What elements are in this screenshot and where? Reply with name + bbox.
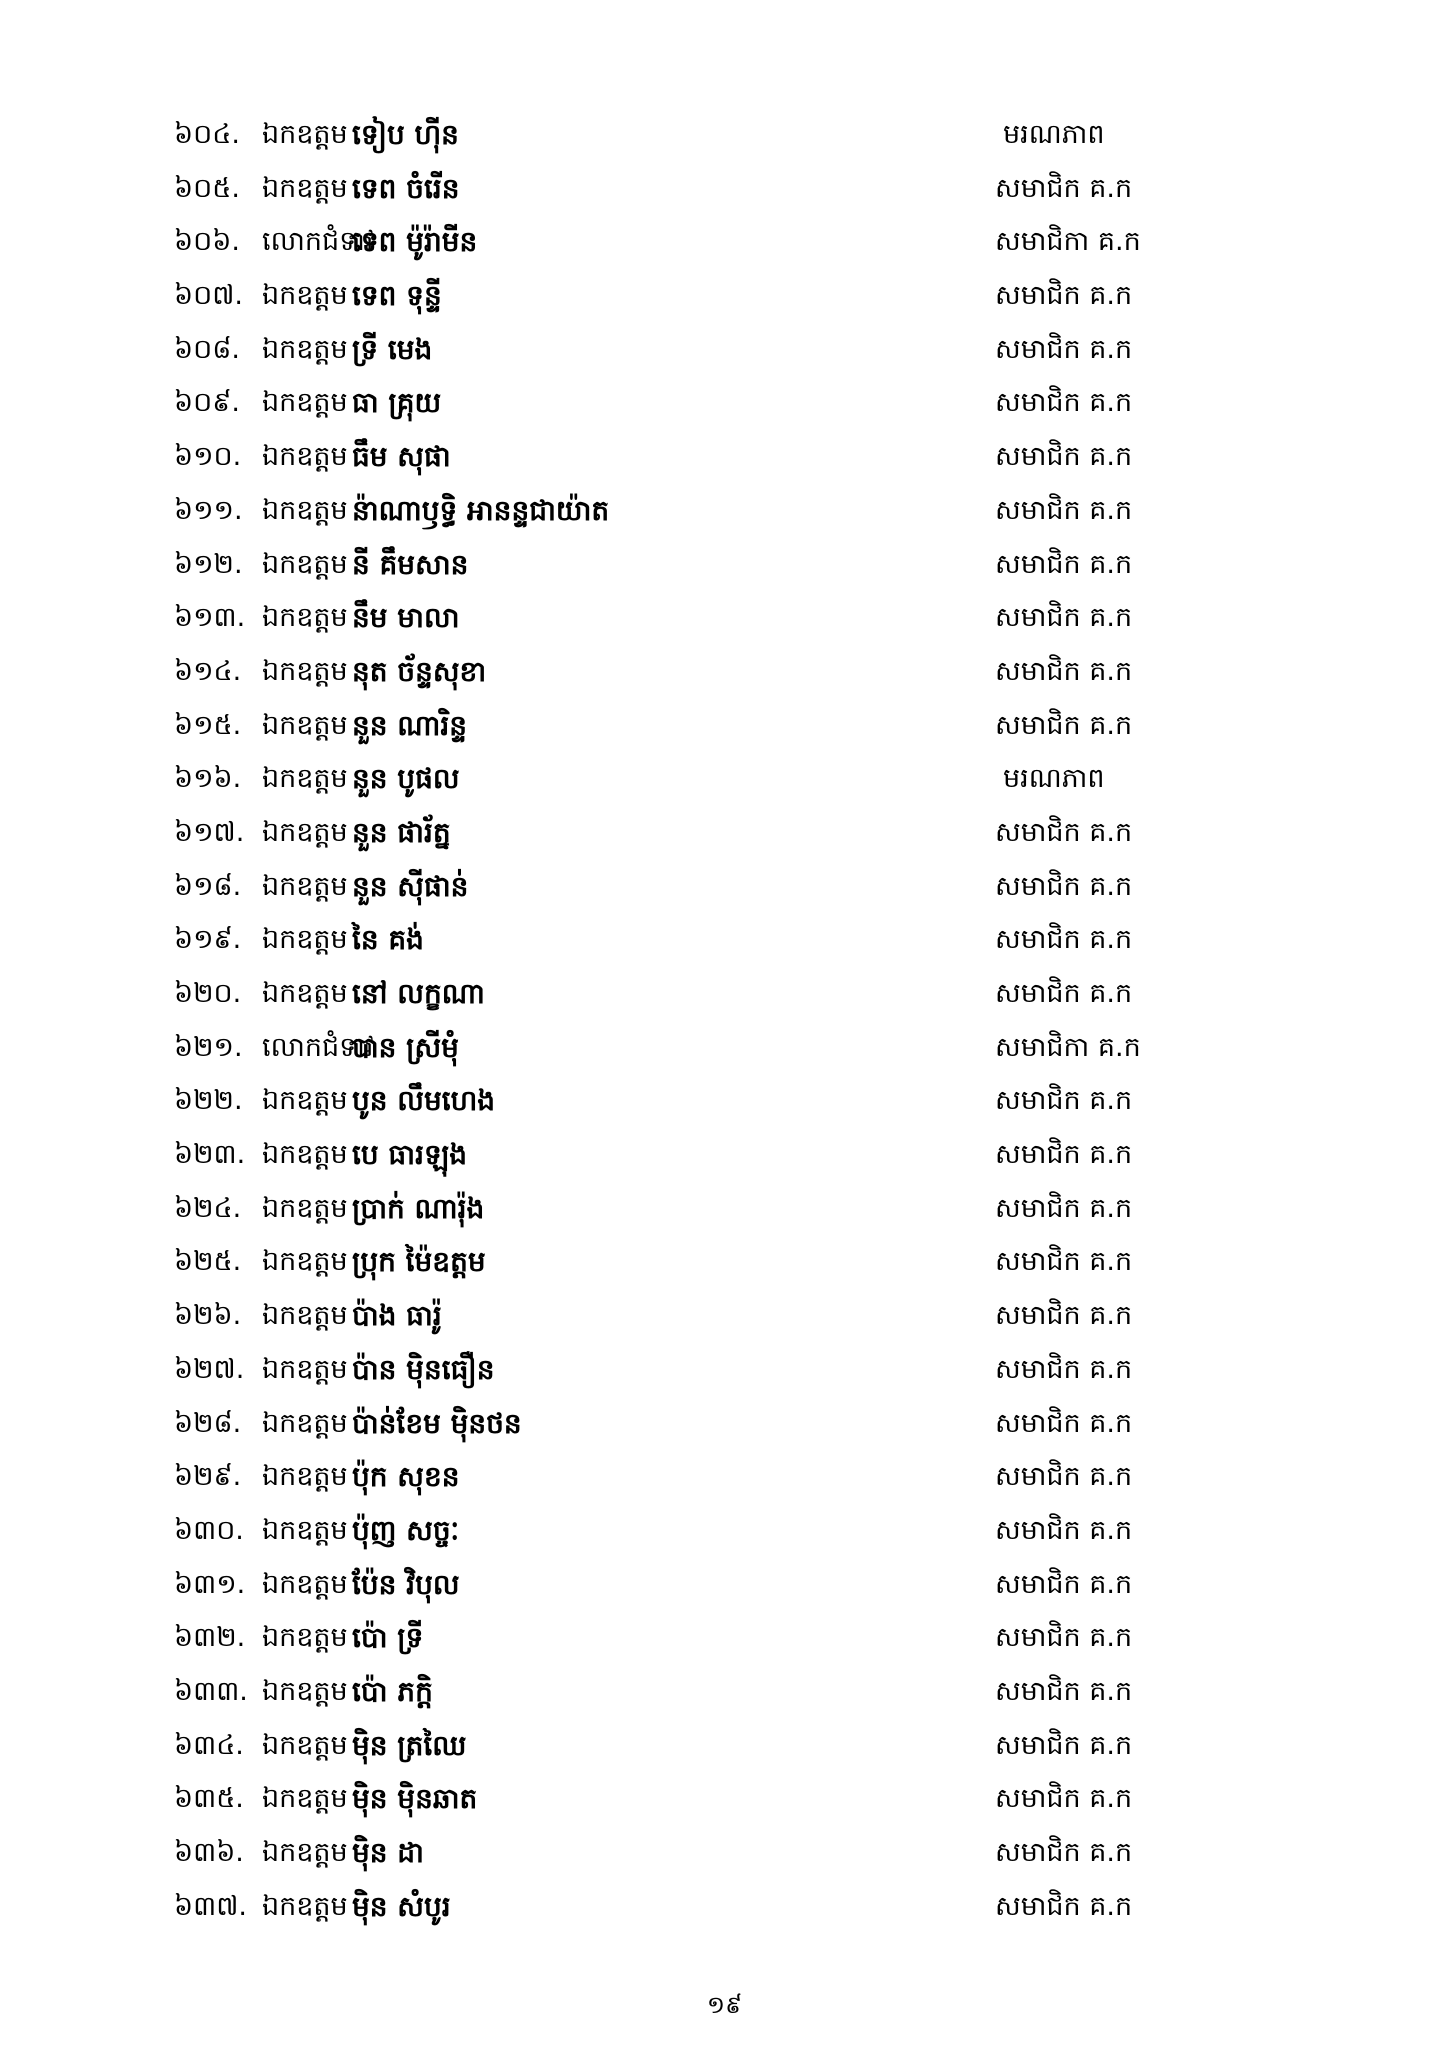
entry-status: មរណភាព <box>1003 119 1105 150</box>
entry-title: ឯកឧត្តម <box>262 119 348 150</box>
list-item <box>0 752 1449 806</box>
entry-number: ៦៣៧. <box>174 1890 247 1922</box>
entry-name: ម៉ិន ត្រឈៃ <box>352 1728 467 1762</box>
list-item <box>0 860 1449 914</box>
entry-status: សមាជិក គ.ក <box>995 1622 1133 1654</box>
entry-status: សមាជិក គ.ក <box>995 1837 1133 1868</box>
entry-number: ៦២២. <box>174 1085 243 1117</box>
list-item <box>0 1182 1449 1236</box>
entry-name: ទេព ទុន្ទី <box>352 279 442 313</box>
entry-title: ឯកឧត្តម <box>262 1407 348 1439</box>
list-item <box>0 1826 1449 1880</box>
entry-status: សមាជិក គ.ក <box>995 441 1133 473</box>
entry-number: ៦២៨. <box>174 1407 242 1439</box>
list-item <box>0 913 1449 967</box>
list-item <box>0 323 1449 377</box>
entry-number: ៦២៩. <box>174 1461 242 1493</box>
entry-name: ប៉ោ ទ្រី <box>352 1621 424 1655</box>
list-item <box>0 967 1449 1021</box>
entry-status: សមាជិក គ.ក <box>995 280 1133 312</box>
entry-title: ឯកឧត្តម <box>262 1890 348 1922</box>
entry-title: ឯកឧត្តម <box>262 494 348 526</box>
list-item <box>0 538 1449 592</box>
list-item <box>0 1128 1449 1182</box>
entry-name: ប៉ែន វិបុល <box>352 1567 460 1601</box>
entry-number: ៦០៦. <box>174 226 240 258</box>
entry-status: សមាជិក គ.ក <box>995 924 1133 956</box>
entry-number: ៦០៨. <box>174 333 240 365</box>
entry-name: នៃ គង់ <box>352 923 424 957</box>
entry-status: សមាជិក គ.ក <box>995 172 1133 204</box>
entry-number: ៦២៥. <box>174 1246 242 1278</box>
entry-name: ប្រាក់ ណារ៉ុង <box>352 1191 485 1225</box>
entry-title: ឯកឧត្តម <box>262 333 348 365</box>
list-item <box>0 1504 1449 1558</box>
entry-status: សមាជិក គ.ក <box>995 548 1133 580</box>
entry-title: ឯកឧត្តម <box>262 387 348 419</box>
entry-number: ៦០៥. <box>174 172 240 204</box>
entry-name: ម៉ិន សំបូរ <box>352 1889 451 1923</box>
entry-title: ឯកឧត្តម <box>262 924 348 956</box>
entry-status: សមាជិក គ.ក <box>995 387 1133 419</box>
entry-status: សមាជិកា គ.ក <box>995 226 1141 258</box>
entry-number: ៦១៨. <box>174 870 242 902</box>
list-item <box>0 1235 1449 1289</box>
entry-name: ទេព ម៉ូរ៉ាមីន <box>352 225 478 259</box>
entry-number: ៦១៧. <box>174 816 245 848</box>
entry-number: ៦៣៥. <box>174 1783 244 1815</box>
entry-status: សមាជិក គ.ក <box>995 1783 1133 1815</box>
entry-status: សមាជិក គ.ក <box>995 1407 1133 1439</box>
entry-title: ឯកឧត្តម <box>262 280 348 312</box>
entry-title: ឯកឧត្តម <box>262 1300 348 1332</box>
entry-name: ទៀប ហ៊ីន <box>352 118 459 151</box>
entry-title: ឯកឧត្តម <box>262 1514 348 1546</box>
list-item <box>0 1289 1449 1343</box>
list-item <box>0 1611 1449 1665</box>
entry-title: ឯកឧត្តម <box>262 1622 348 1654</box>
entry-status: សមាជិក គ.ក <box>995 1890 1133 1922</box>
entry-name: នួន ស៊ីផាន់ <box>352 869 469 903</box>
entry-number: ៦៣០. <box>174 1514 244 1546</box>
entry-title: លោកជំទាវ <box>262 1031 374 1063</box>
entry-number: ៦១៣. <box>174 602 246 634</box>
list-item <box>0 162 1449 216</box>
entry-title: ឯកឧត្តម <box>262 441 348 473</box>
entry-title: ឯកឧត្តម <box>262 1246 348 1278</box>
entry-status: សមាជិកា គ.ក <box>995 1031 1141 1063</box>
list-item <box>0 1074 1449 1128</box>
entry-title: ឯកឧត្តម <box>262 602 348 634</box>
entry-title: ឯកឧត្តម <box>262 1353 348 1385</box>
entry-name: នី គឹមសាន <box>352 547 469 581</box>
list-item <box>0 1880 1449 1934</box>
entry-status: សមាជិក គ.ក <box>995 1568 1133 1600</box>
entry-number: ៦៣១. <box>174 1568 246 1600</box>
entry-number: ៦២០. <box>174 978 242 1009</box>
entry-name: ទ្រី មេង <box>352 332 433 366</box>
entry-number: ៦១៦. <box>174 763 242 795</box>
entry-name: នួន ណារិន្ទ <box>352 708 468 742</box>
entry-status: សមាជិក គ.ក <box>995 1729 1133 1761</box>
list-item <box>0 376 1449 430</box>
list-item <box>0 1021 1449 1075</box>
entry-title: ឯកឧត្តម <box>262 1729 348 1761</box>
entry-name: បូន លឹមហេង <box>352 1084 496 1118</box>
list-item <box>0 1450 1449 1504</box>
list-item <box>0 1397 1449 1451</box>
entry-number: ៦០៧. <box>174 280 243 312</box>
entry-status: មរណភាព <box>1003 763 1105 795</box>
entry-name: ប៉ុញ សច្ចៈ <box>352 1513 460 1547</box>
entry-number: ៦១២. <box>174 548 243 580</box>
entry-name: នៅ លក្ខណា <box>352 977 485 1010</box>
page-number: ១៩ <box>706 1991 743 2019</box>
entry-number: ៦២៧. <box>174 1353 245 1385</box>
entry-status: សមាជិក គ.ក <box>995 870 1133 902</box>
list-item <box>0 430 1449 484</box>
entry-status: សមាជិក គ.ក <box>995 709 1133 741</box>
entry-name: ប៉ាង ធារ៉ូ <box>352 1299 442 1333</box>
list-item <box>0 591 1449 645</box>
entry-name: នុត ច័ន្ទសុខា <box>352 654 487 688</box>
list-item <box>0 215 1449 269</box>
entry-number: ៦១៤. <box>174 655 242 687</box>
list-item <box>0 1772 1449 1826</box>
entry-number: ៦៣៣. <box>174 1675 248 1707</box>
list-item <box>0 484 1449 538</box>
entry-number: ៦០៩. <box>174 387 240 419</box>
entry-title: ឯកឧត្តម <box>262 763 348 795</box>
list-item <box>0 645 1449 699</box>
entry-name: នួន ផារ័ត្ន <box>352 815 451 849</box>
list-item <box>0 1665 1449 1719</box>
entry-title: ឯកឧត្តម <box>262 1837 348 1868</box>
entry-number: ៦២៤. <box>174 1192 242 1224</box>
entry-name: ធឹម សុផា <box>352 440 451 474</box>
entry-status: សមាជិក គ.ក <box>995 1461 1133 1493</box>
list-item <box>0 1343 1449 1397</box>
entry-status: សមាជិក គ.ក <box>995 1085 1133 1117</box>
entry-number: ៦២៦. <box>174 1300 242 1332</box>
list-item <box>0 699 1449 753</box>
entry-status: សមាជិក គ.ក <box>995 1139 1133 1171</box>
entry-name: ទេព ចំរើន <box>352 171 460 205</box>
entry-title: លោកជំទាវ <box>262 226 374 258</box>
entry-title: ឯកឧត្តម <box>262 1192 348 1224</box>
list-item <box>0 1558 1449 1612</box>
entry-number: ៦១១. <box>174 494 243 526</box>
entry-title: ឯកឧត្តម <box>262 1568 348 1600</box>
entry-number: ៦២៣. <box>174 1139 246 1171</box>
entry-name: បេ ធារឡុង <box>352 1138 468 1172</box>
list-item <box>0 806 1449 860</box>
entry-title: ឯកឧត្តម <box>262 709 348 741</box>
entry-name: ប៉ុក សុខន <box>352 1460 460 1494</box>
entry-number: ៦១៥. <box>174 709 242 741</box>
entry-status: សមាជិក គ.ក <box>995 1246 1133 1278</box>
entry-status: សមាជិក គ.ក <box>995 494 1133 526</box>
entry-title: ឯកឧត្តម <box>262 1675 348 1707</box>
entry-status: សមាជិក គ.ក <box>995 333 1133 365</box>
entry-number: ៦០៤. <box>174 119 240 150</box>
entry-name: នឹម មាលា <box>352 601 460 635</box>
entry-name: ប៉ាន ម៉ិនធឿន <box>352 1352 495 1386</box>
entry-name: ន៉ាណាឫទ្ធិ អានន្ទជាយ៉ាត <box>352 493 610 527</box>
entry-name: ប្រុក ម៉ៃឧត្តម <box>352 1245 486 1279</box>
list-item <box>0 108 1449 162</box>
list-item <box>0 1719 1449 1773</box>
entry-number: ៦៣៦. <box>174 1837 244 1868</box>
entry-number: ៦១០. <box>174 441 242 473</box>
entry-title: ឯកឧត្តម <box>262 870 348 902</box>
entry-title: ឯកឧត្តម <box>262 816 348 848</box>
entry-status: សមាជិក គ.ក <box>995 1300 1133 1332</box>
entry-name: ប៉ាន់ខែម ម៉ិនថន <box>352 1406 522 1440</box>
entry-status: សមាជិក គ.ក <box>995 655 1133 687</box>
entry-status: សមាជិក គ.ក <box>995 602 1133 634</box>
entry-name: ប៉ោ ភក្តិ <box>352 1674 433 1708</box>
entry-title: ឯកឧត្តម <box>262 1461 348 1493</box>
list-item <box>0 269 1449 323</box>
entry-title: ឯកឧត្តម <box>262 172 348 204</box>
entry-title: ឯកឧត្តម <box>262 655 348 687</box>
entry-number: ៦១៩. <box>174 924 242 956</box>
entry-name: នួន បូផល <box>352 762 460 796</box>
entry-name: ម៉ិន ដា <box>352 1836 424 1869</box>
entry-title: ឯកឧត្តម <box>262 1085 348 1117</box>
entry-status: សមាជិក គ.ក <box>995 816 1133 848</box>
entry-title: ឯកឧត្តម <box>262 1139 348 1171</box>
entry-title: ឯកឧត្តម <box>262 548 348 580</box>
entry-status: សមាជិក គ.ក <box>995 1192 1133 1224</box>
entry-status: សមាជិក គ.ក <box>995 1353 1133 1385</box>
entry-status: សមាជិក គ.ក <box>995 1514 1133 1546</box>
entry-name: ម៉ិន ម៉ិនឆាត <box>352 1782 478 1816</box>
entry-title: ឯកឧត្តម <box>262 1783 348 1815</box>
entry-title: ឯកឧត្តម <box>262 978 348 1009</box>
member-list <box>0 108 1449 1933</box>
entry-name: ធា គ្រុយ <box>352 386 442 420</box>
entry-number: ៦៣៤. <box>174 1729 244 1761</box>
entry-number: ៦៣២. <box>174 1622 246 1654</box>
entry-status: សមាជិក គ.ក <box>995 1675 1133 1707</box>
entry-number: ៦២១. <box>174 1031 243 1063</box>
entry-status: សមាជិក គ.ក <box>995 978 1133 1009</box>
entry-name: បាន ស្រីមុំ <box>352 1030 459 1064</box>
